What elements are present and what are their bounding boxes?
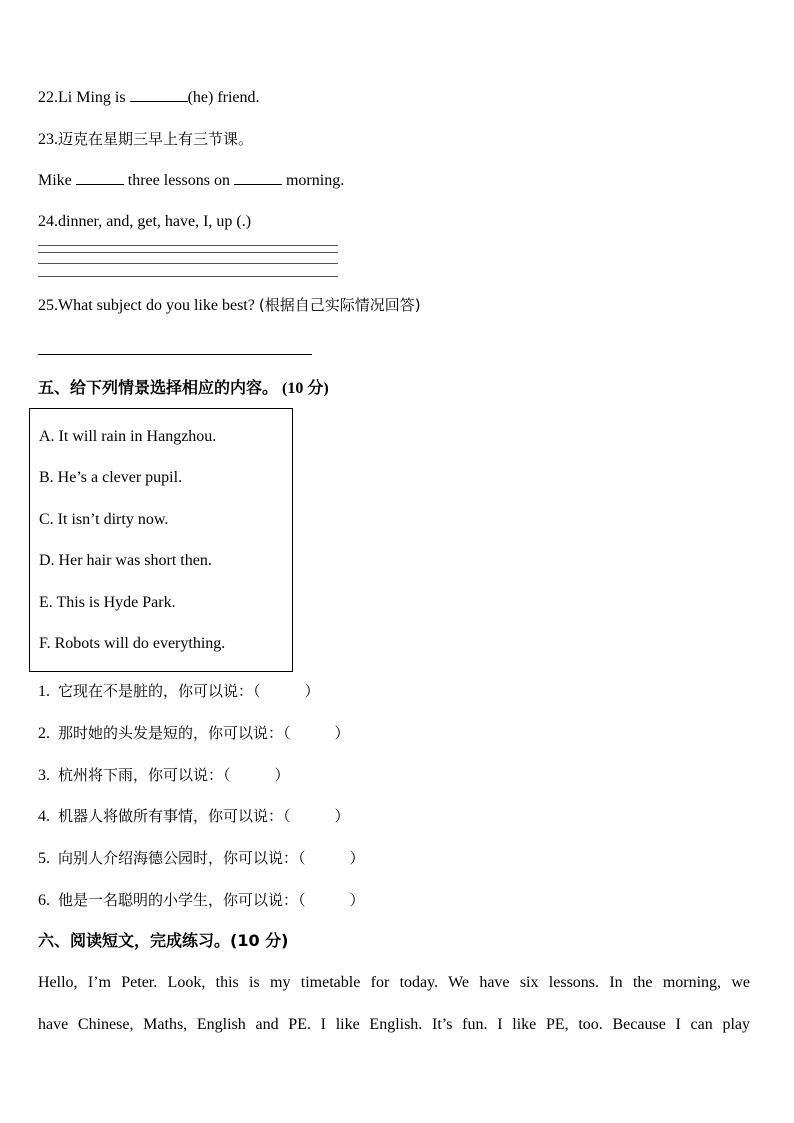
situation-number: 4.: [38, 808, 50, 825]
question-23-english: [38, 170, 344, 191]
situation-text: 机器人将做所有事情，你可以说：（: [58, 807, 291, 825]
situation-2: [38, 723, 350, 744]
q25-chinese: (根据自己实际情况回答): [258, 296, 421, 314]
option-c: C. It isn’t dirty now.: [39, 511, 169, 528]
answer-blank[interactable]: [76, 170, 124, 185]
option-e: E. This is Hyde Park.: [39, 594, 176, 611]
situation-number: 6.: [38, 892, 50, 909]
situation-number: 2.: [38, 725, 50, 742]
answer-line[interactable]: [38, 354, 312, 355]
option-f: F. Robots will do everything.: [39, 635, 226, 652]
passage-line-2: have Chinese, Maths, English and PE. I like English. It’s fun. I like PE, too. Because I can play: [38, 1016, 750, 1033]
situation-text: 那时她的头发是短的，你可以说：（: [58, 724, 291, 742]
option-b: B. He’s a clever pupil.: [39, 469, 183, 486]
writing-line[interactable]: [38, 263, 338, 264]
situation-number: 5.: [38, 850, 50, 867]
writing-line[interactable]: [38, 276, 338, 277]
close-paren: ）: [334, 724, 350, 742]
q22-suffix: (he) friend.: [187, 89, 260, 106]
section-5-title: 五、给下列情景选择相应的内容。: [38, 378, 279, 397]
writing-line[interactable]: [38, 245, 338, 246]
q22-prefix: 22.Li Ming is: [38, 89, 130, 106]
q23-text-c: morning.: [281, 172, 345, 189]
q23-text-b: three lessons on: [123, 172, 234, 189]
close-paren: ）: [334, 807, 350, 825]
q23-number: 23.: [38, 131, 58, 148]
writing-line[interactable]: [38, 252, 338, 253]
answer-blank[interactable]: [130, 87, 188, 102]
q23-chinese: 迈克在星期三早上有三节课。: [58, 130, 254, 148]
situation-5: [38, 848, 365, 869]
situation-text: 它现在不是脏的，你可以说：（: [58, 682, 261, 700]
section-5-score: (10 分): [278, 380, 329, 397]
q25-number: 25.: [38, 297, 58, 314]
question-23: [38, 129, 253, 150]
situation-4: [38, 806, 350, 827]
options-box: [29, 408, 293, 672]
situation-number: 1.: [38, 683, 50, 700]
question-22: [38, 87, 260, 108]
answer-blank[interactable]: [234, 170, 282, 185]
question-25: [38, 295, 421, 316]
close-paren: ）: [349, 891, 365, 909]
situation-number: 3.: [38, 767, 50, 784]
option-a: A. It will rain in Hangzhou.: [39, 428, 217, 445]
close-paren: ）: [304, 682, 320, 700]
situation-text: 杭州将下雨，你可以说：（: [58, 766, 231, 784]
passage-line-1: Hello, I’m Peter. Look, this is my timetable for today. We have six lessons. In the morning, we: [38, 974, 750, 991]
section-6-heading: 六、阅读短文，完成练习。(10 分): [38, 931, 289, 950]
question-24: 24.dinner, and, get, have, I, up (.): [38, 213, 252, 230]
close-paren: ）: [349, 849, 365, 867]
section-5-heading: [38, 378, 329, 399]
q23-text-a: Mike: [38, 172, 76, 189]
situation-text: 他是一名聪明的小学生，你可以说：（: [58, 891, 306, 909]
q25-english: What subject do you like best?: [58, 297, 259, 314]
situation-1: [38, 681, 320, 702]
close-paren: ）: [274, 766, 290, 784]
situation-6: [38, 890, 365, 911]
situation-3: [38, 765, 290, 786]
option-d: D. Her hair was short then.: [39, 552, 212, 569]
situation-text: 向别人介绍海德公园时，你可以说：（: [58, 849, 306, 867]
